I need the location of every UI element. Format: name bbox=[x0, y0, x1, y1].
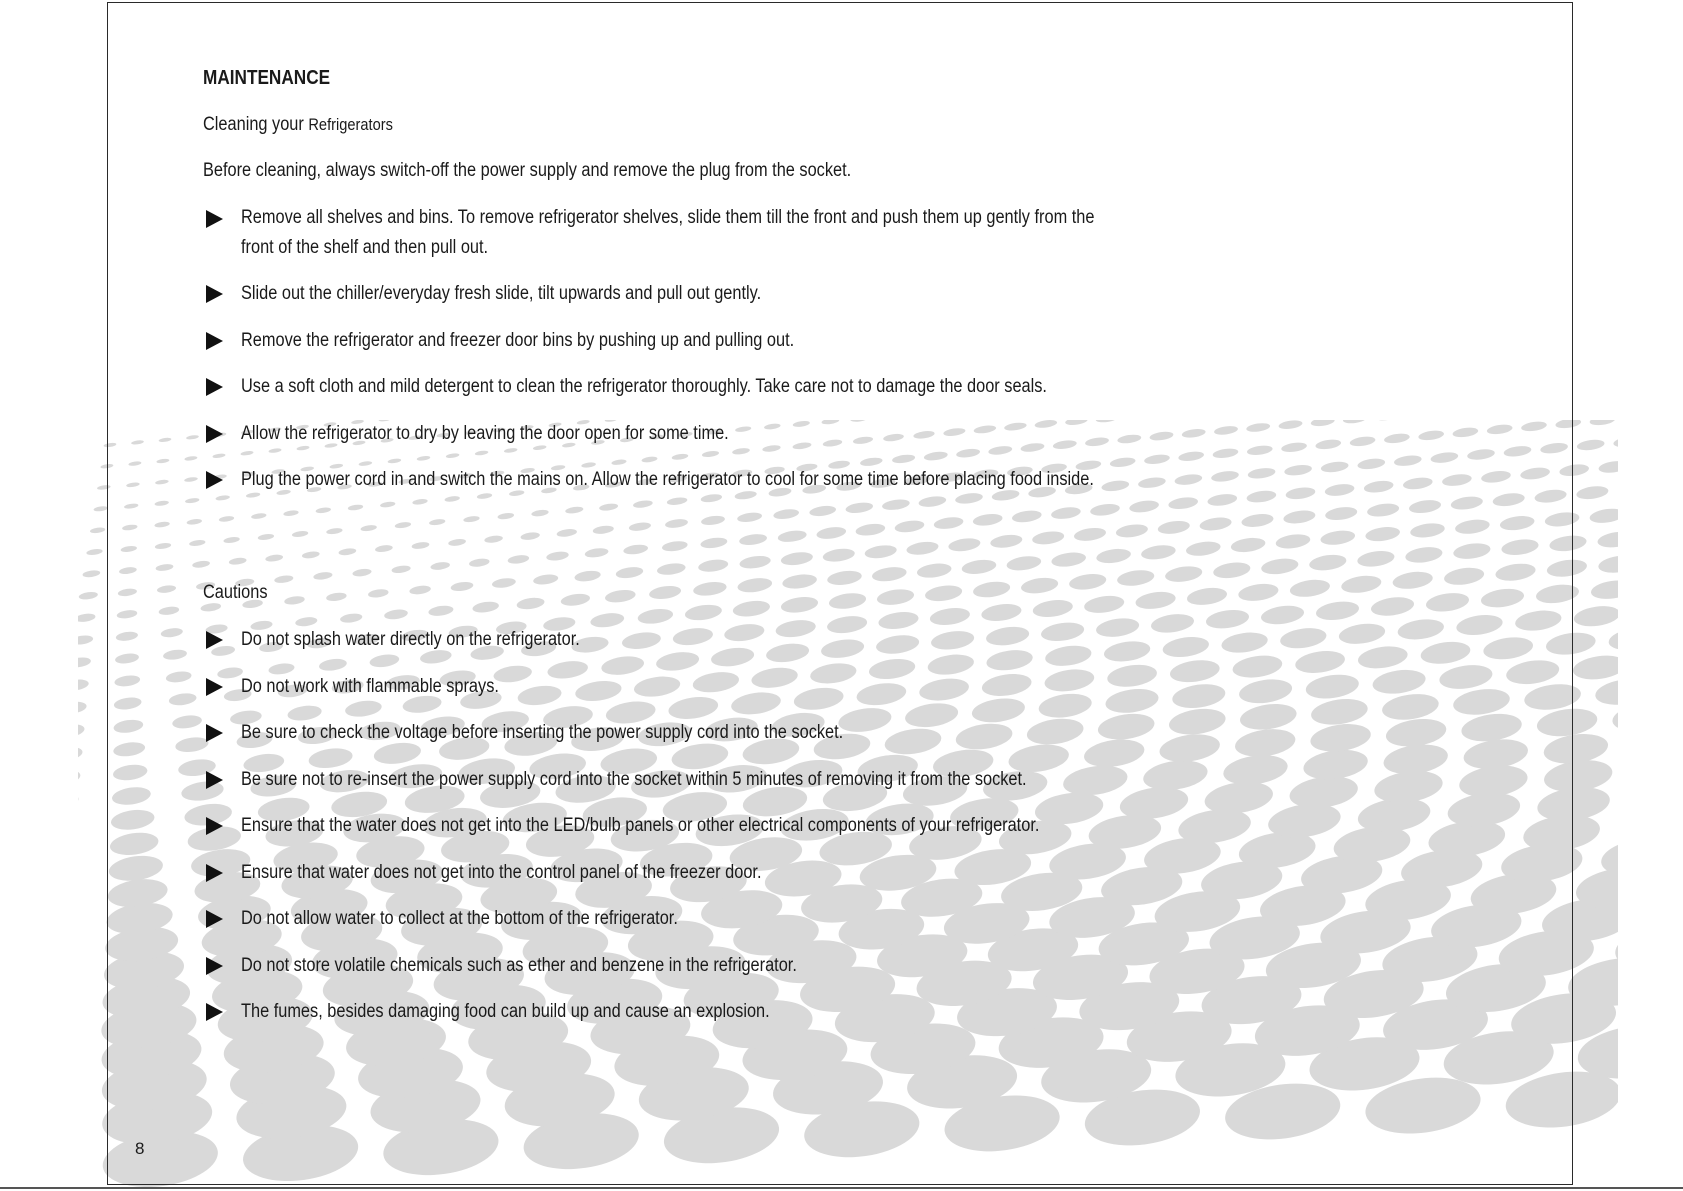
triangle-right-bullet-icon bbox=[206, 332, 223, 350]
cleaning-step-1-line-1: Remove all shelves and bins. To remove refrigerator shelves, slide them till the front and push them up gently from the bbox=[241, 207, 1095, 228]
triangle-right-bullet-icon bbox=[206, 378, 223, 396]
caution-item-5: Ensure that the water does not get into the LED/bulb panels or other electrical components of your refrigerator. bbox=[241, 815, 1040, 836]
triangle-right-bullet-icon bbox=[206, 471, 223, 489]
caution-item-9: The fumes, besides damaging food can build up and cause an explosion. bbox=[241, 1001, 770, 1022]
caution-item-7: Do not allow water to collect at the bottom of the refrigerator. bbox=[241, 908, 678, 929]
triangle-right-bullet-icon bbox=[206, 724, 223, 742]
caution-item-2: Do not work with flammable sprays. bbox=[241, 676, 499, 697]
cleaning-step-1-line-2: front of the shelf and then pull out. bbox=[241, 237, 489, 258]
caution-item-1: Do not splash water directly on the refrigerator. bbox=[241, 629, 580, 650]
triangle-right-bullet-icon bbox=[206, 1003, 223, 1021]
triangle-right-bullet-icon bbox=[206, 285, 223, 303]
cleaning-step-5: Allow the refrigerator to dry by leaving the door open for some time. bbox=[241, 423, 729, 444]
triangle-right-bullet-icon bbox=[206, 864, 223, 882]
triangle-right-bullet-icon bbox=[206, 631, 223, 649]
cleaning-step-3: Remove the refrigerator and freezer door bins by pushing up and pulling out. bbox=[241, 330, 795, 351]
caution-item-3: Be sure to check the voltage before inserting the power supply cord into the socket. bbox=[241, 722, 844, 743]
cleaning-step-2: Slide out the chiller/everyday fresh slide, tilt upwards and pull out gently. bbox=[241, 283, 762, 304]
cleaning-step-4: Use a soft cloth and mild detergent to clean the refrigerator thoroughly. Take care not to damage the door seals. bbox=[241, 376, 1047, 397]
cleaning-heading-suffix: Refrigerators bbox=[308, 115, 393, 134]
cautions-heading: Cautions bbox=[203, 582, 268, 603]
triangle-right-bullet-icon bbox=[206, 210, 223, 228]
cleaning-step-6: Plug the power cord in and switch the mains on. Allow the refrigerator to cool for some time before placing food inside. bbox=[241, 469, 1094, 490]
triangle-right-bullet-icon bbox=[206, 771, 223, 789]
triangle-right-bullet-icon bbox=[206, 957, 223, 975]
cleaning-heading bbox=[203, 110, 393, 140]
caution-item-8: Do not store volatile chemicals such as ether and benzene in the refrigerator. bbox=[241, 955, 797, 976]
cleaning-heading-prefix: Cleaning your bbox=[203, 114, 304, 135]
cleaning-intro: Before cleaning, always switch-off the power supply and remove the plug from the socket. bbox=[203, 160, 852, 181]
triangle-right-bullet-icon bbox=[206, 817, 223, 835]
triangle-right-bullet-icon bbox=[206, 425, 223, 443]
triangle-right-bullet-icon bbox=[206, 910, 223, 928]
page-number: 8 bbox=[135, 1139, 145, 1158]
caution-item-4: Be sure not to re-insert the power supply cord into the socket within 5 minutes of removing it from the socket. bbox=[241, 769, 1027, 790]
caution-item-6: Ensure that water does not get into the control panel of the freezer door. bbox=[241, 862, 762, 883]
section-title: MAINTENANCE bbox=[203, 67, 331, 89]
triangle-right-bullet-icon bbox=[206, 678, 223, 696]
